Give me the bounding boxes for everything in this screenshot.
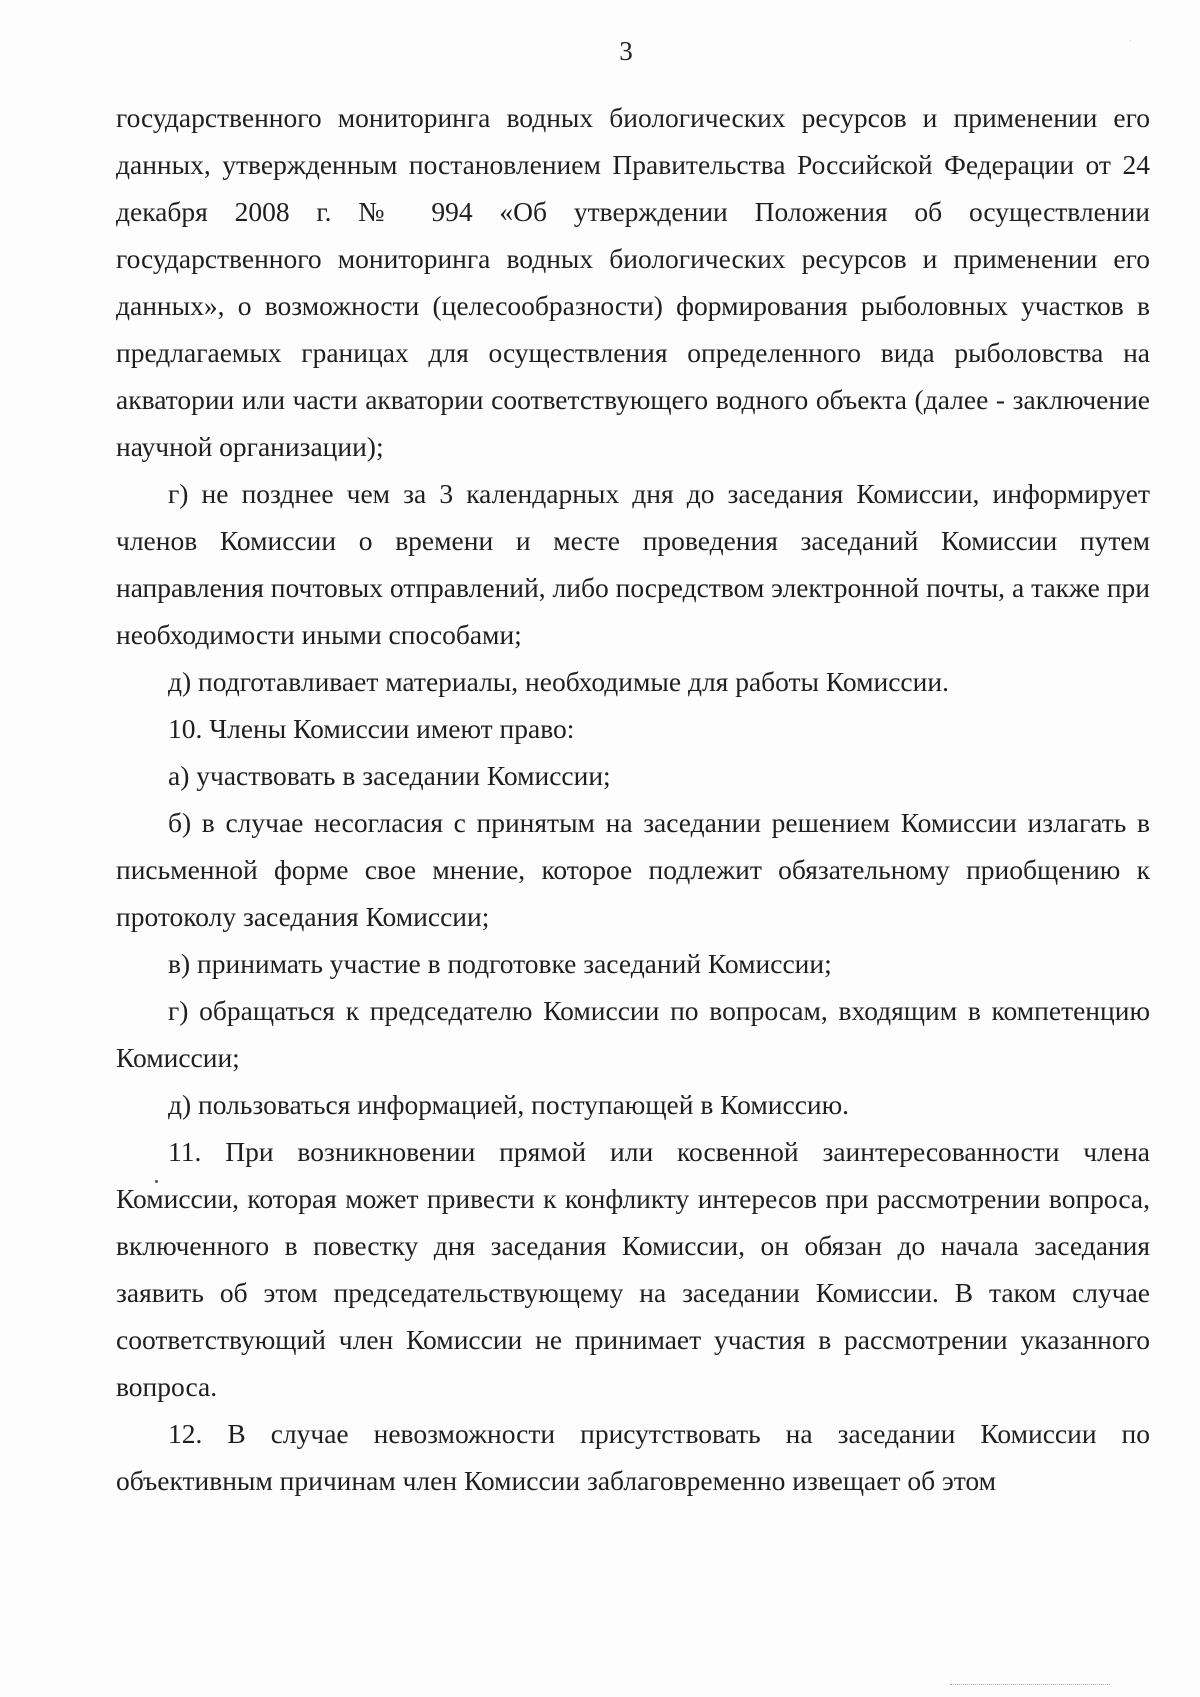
paragraph-item-a-participate: а) участвовать в заседании Комиссии; — [168, 760, 611, 791]
page-number: 3 — [619, 36, 633, 66]
paragraph-monitoring-continuation: государственного мониторинга водных биологических ресурсов и применении его данных, утвержденным постановлением Правительства Российской Федерации от 24 декабря 2008 г. № 994 «Об утверждении Положения об осуществлении государственного мониторинга водных биологических ресурсов и применении его данных», о возможности (целесообразности) формирования рыболовных участков в предлагаемых границах для осуществления определенного вида рыболовства на акватории или части акватории соответствующего водного объекта (далее - заключение научной организации); — [116, 102, 1150, 462]
paragraph-item-d-materials: д) подготавливает материалы, необходимые для работы Комиссии. — [168, 666, 949, 697]
paragraph-item-v-preparation: в) принимать участие в подготовке заседаний Комиссии; — [168, 948, 832, 979]
paragraph-clause-11: 11. При возникновении прямой или косвенной заинтересованности члена Комиссии, которая может привести к конфликту интересов при рассмотрении вопроса, включенного в повестку дня заседания Комиссии, он обязан до начала заседания заявить об этом председательствующему на заседании Комиссии. В таком случае соответствующий член Комиссии не принимает участия в рассмотрении указанного вопроса. — [116, 1136, 1150, 1402]
document-body — [116, 94, 1150, 1504]
scan-speck — [1130, 40, 1131, 41]
scan-edge-mark — [950, 1684, 1110, 1686]
paragraph-item-g-inform: г) не позднее чем за 3 календарных дня до заседания Комиссии, информирует членов Комиссии о времени и месте проведения заседаний Комиссии путем направления почтовых отправлений, либо посредством электронной почты, а также при необходимости иными способами; — [116, 478, 1150, 650]
paragraph-clause-10: 10. Члены Комиссии имеют право: — [168, 713, 575, 744]
scan-dot-mark — [155, 1180, 158, 1183]
paragraph-clause-12: 12. В случае невозможности присутствовать на заседании Комиссии по объективным причинам член Комиссии заблаговременно извещает об этом — [116, 1418, 1150, 1496]
paragraph-item-d-information: д) пользоваться информацией, поступающей в Комиссию. — [168, 1089, 850, 1120]
paragraph-item-g-chairman: г) обращаться к председателю Комиссии по вопросам, входящим в компетенцию Комиссии; — [116, 995, 1150, 1073]
paragraph-item-b-disagreement: б) в случае несогласия с принятым на заседании решением Комиссии излагать в письменной форме свое мнение, которое подлежит обязательному приобщению к протоколу заседания Комиссии; — [116, 807, 1150, 932]
